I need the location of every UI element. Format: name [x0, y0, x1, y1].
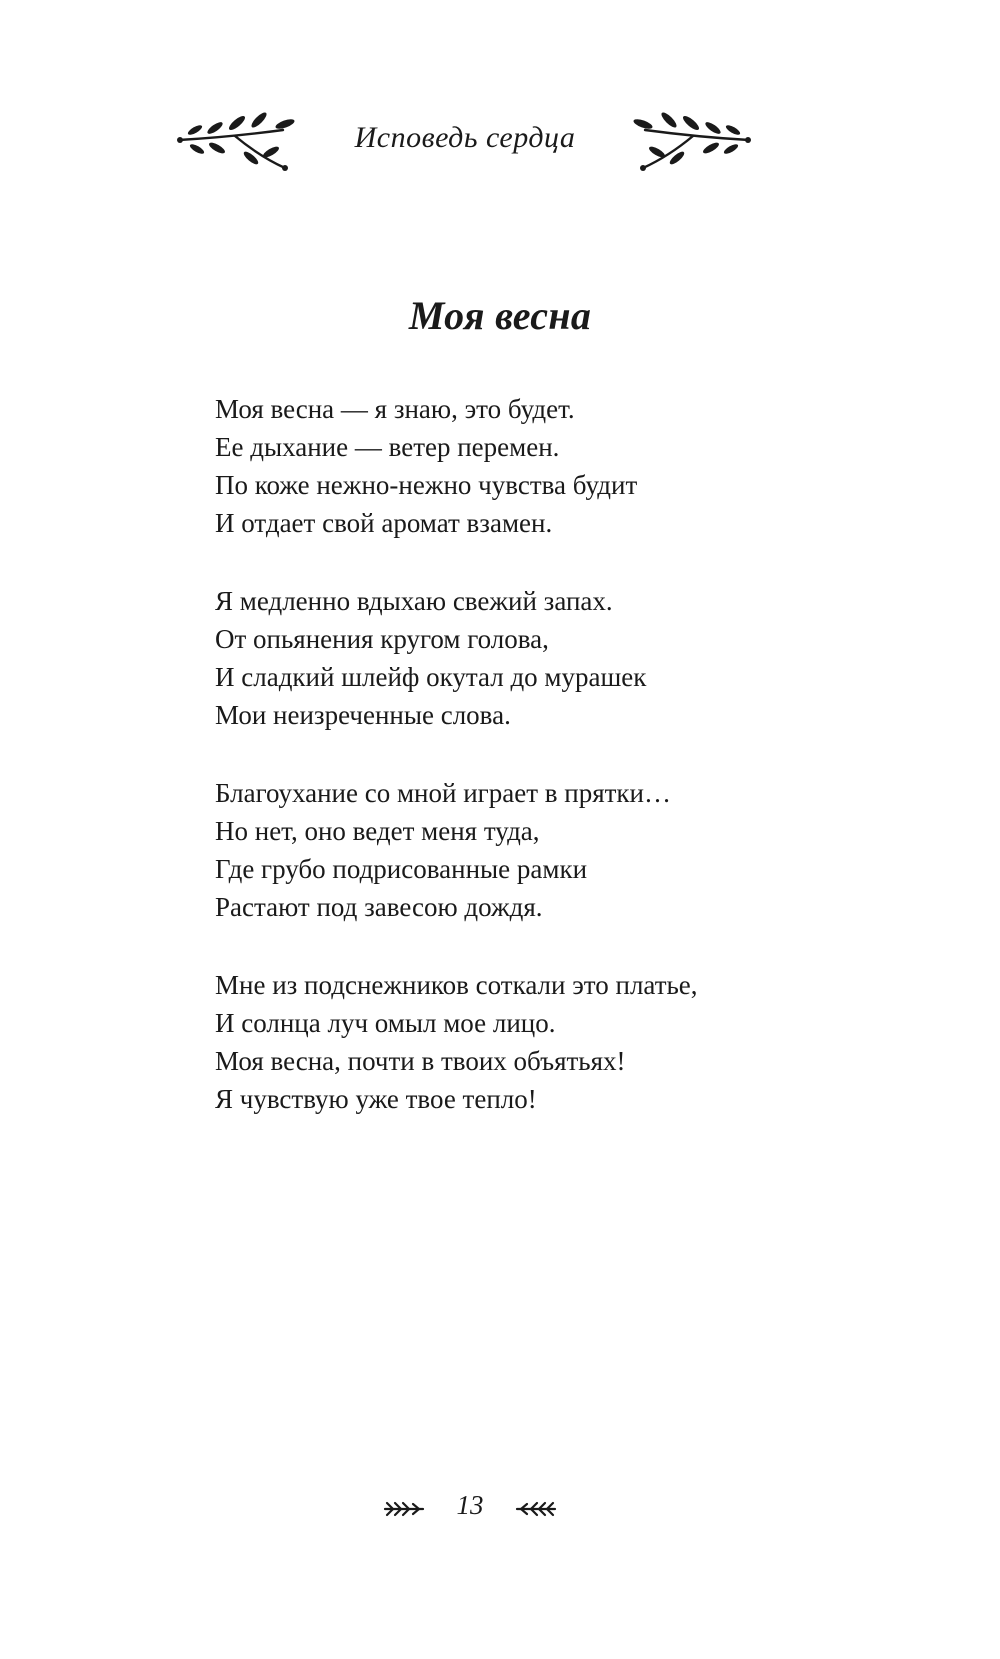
poem-title: Моя весна — [408, 293, 592, 338]
poem-line: Мне из подснежников соткали это платье, — [215, 970, 698, 1000]
poem-line: Я медленно вдыхаю свежий запах. — [215, 586, 613, 616]
poem-line: Где грубо подрисованные рамки — [215, 854, 588, 884]
poem-line: Благоухание со мной играет в прятки… — [215, 778, 671, 808]
stanza-2 — [215, 582, 835, 734]
poem-line: И отдает свой аромат взамен. — [215, 508, 553, 538]
poem-line: Растают под завесою дождя. — [215, 892, 543, 922]
poem-line: Ее дыхание — ветер перемен. — [215, 432, 560, 462]
poem-line: И солнца луч омыл мое лицо. — [215, 1008, 556, 1038]
running-header — [0, 108, 1000, 188]
arrow-fletching-icon — [515, 1500, 557, 1518]
poem-line: И сладкий шлейф окутал до мурашек — [215, 662, 647, 692]
running-title: Исповедь сердца — [354, 121, 576, 154]
stanza-1 — [215, 390, 835, 542]
leaf-sprig-icon — [628, 108, 753, 178]
page-footer — [0, 1490, 1000, 1530]
poem-body — [215, 390, 835, 1158]
leaf-sprig-icon — [175, 108, 300, 178]
poem-line: По коже нежно-нежно чувства будит — [215, 470, 638, 500]
poem-line: Моя весна — я знаю, это будет. — [215, 394, 575, 424]
arrow-fletching-icon — [383, 1500, 425, 1518]
stanza-4 — [215, 966, 835, 1118]
stanza-3 — [215, 774, 835, 926]
poem-line: Я чувствую уже твое тепло! — [215, 1084, 537, 1114]
poem-line: Но нет, оно ведет меня туда, — [215, 816, 540, 846]
poem-line: Мои неизреченные слова. — [215, 700, 511, 730]
poem-line: Моя весна, почти в твоих объятьях! — [215, 1046, 626, 1076]
page-number: 13 — [456, 1490, 484, 1520]
poem-line: От опьянения кругом голова, — [215, 624, 549, 654]
